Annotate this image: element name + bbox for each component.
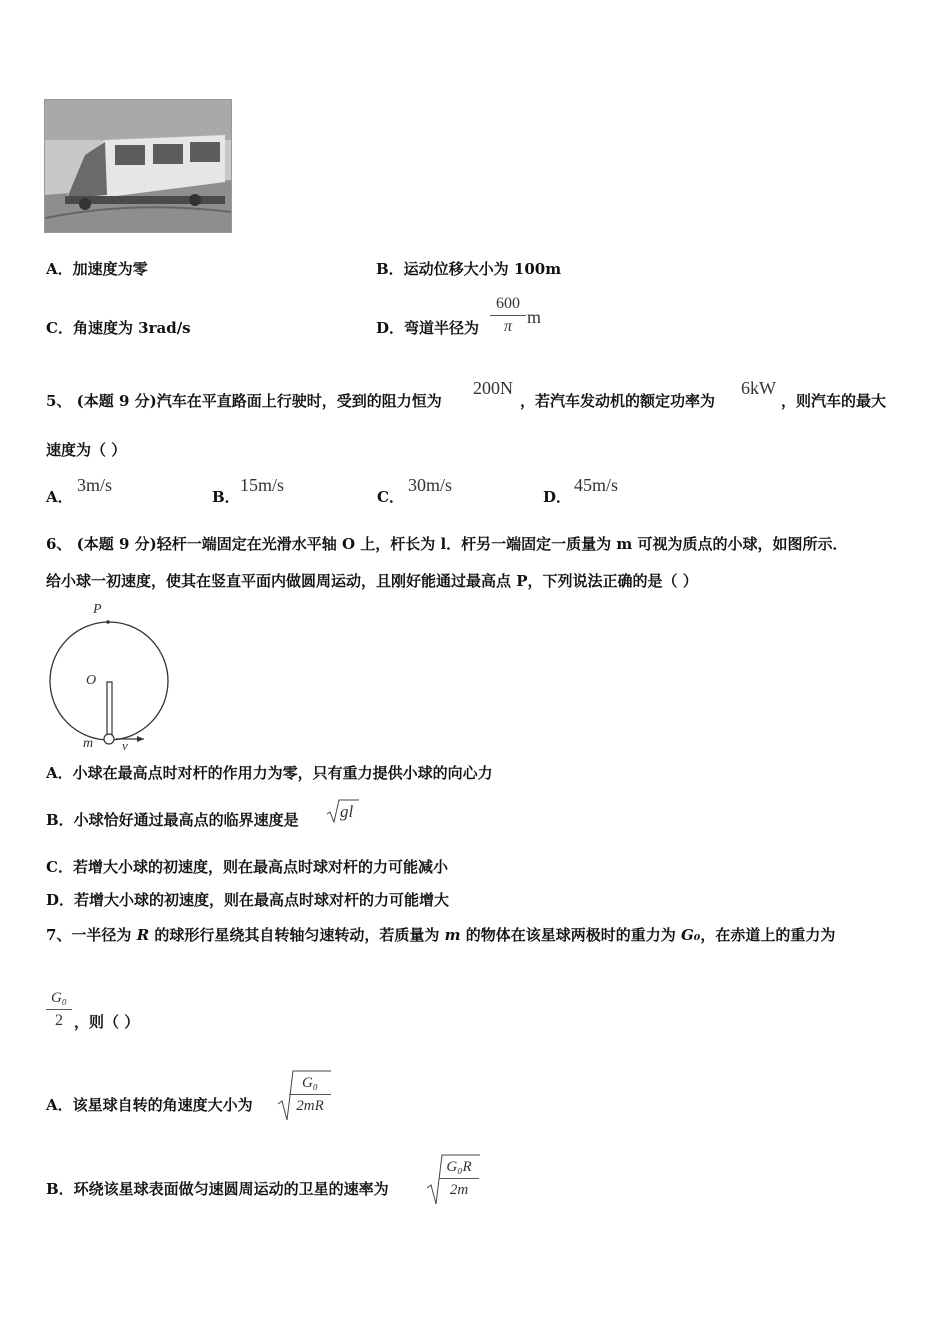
q5-stem-part3: ，则汽车的最大 — [781, 392, 887, 410]
q4-d-numerator: 600 — [496, 295, 520, 312]
q6-option-b: B．小球恰好通过最高点的临界速度是 — [46, 811, 299, 829]
tram-illustration — [45, 100, 231, 232]
circular-motion-diagram — [40, 598, 180, 758]
q5-option-c-value: 30m/s — [408, 475, 453, 495]
q5-option-a-label: A． — [46, 488, 73, 506]
q7-option-a: A．该星球自转的角速度大小为 — [46, 1096, 253, 1114]
q7-mass-symbol: m — [444, 926, 461, 944]
q7-stem-part1: 7、一半径为 — [46, 926, 132, 944]
q5-option-a-value: 3m/s — [77, 475, 113, 495]
q5-stem-part1: 5、 (本题 9 分)汽车在平直路面上行驶时，受到的阻力恒为 — [46, 392, 442, 410]
q5-option-c-label: C． — [377, 488, 404, 506]
label-o: O — [86, 673, 97, 688]
q7-equator-fraction — [46, 989, 72, 1030]
q5-option-b-label: B． — [212, 488, 240, 506]
q7-frac-numerator: G₀ — [50, 990, 68, 1006]
q6-option-d: D．若增大小球的初速度，则在最高点时球对杆的力可能增大 — [46, 891, 450, 909]
q5-stem-part2: ，若汽车发动机的额定功率为 — [520, 392, 716, 410]
q6-option-c: C．若增大小球的初速度，则在最高点时球对杆的力可能减小 — [46, 858, 448, 876]
rod — [107, 682, 112, 738]
label-p: P — [93, 602, 102, 617]
q5-force: 200N — [473, 378, 513, 398]
q7-stem-part3: 的物体在该星球两极时的重力为 — [465, 926, 676, 944]
q6-b-expression: gl — [340, 802, 354, 821]
q4-option-d: D．弯道半径为 — [376, 319, 480, 337]
q7-b-fraction — [439, 1158, 479, 1199]
q4-option-a: A．加速度为零 — [46, 260, 148, 278]
q4-d-unit: m — [527, 307, 542, 327]
q7-stem-part4: ，在赤道上的重力为 — [700, 926, 836, 944]
q5-option-b-value: 15m/s — [240, 475, 285, 495]
q5-option-d-value: 45m/s — [574, 475, 619, 495]
q7-b-numerator: G₀R — [446, 1159, 472, 1175]
q5-power: 6kW — [741, 378, 776, 398]
label-m: m — [83, 736, 94, 751]
ball — [104, 734, 114, 744]
q6-option-a: A．小球在最高点时对杆的作用力为零，只有重力提供小球的向心力 — [46, 764, 493, 782]
q4-option-b: B．运动位移大小为 100m — [376, 260, 562, 278]
q6-stem-line2: 给小球一初速度，使其在竖直平面内做圆周运动，且刚好能通过最高点 P，下列说法正确的是（ ） — [46, 572, 698, 590]
q7-radius-symbol: R — [136, 926, 150, 944]
q7-b-denominator: 2m — [449, 1182, 469, 1198]
q7-a-denominator: 2mR — [296, 1098, 324, 1114]
q5-stem-line2: 速度为（ ） — [46, 441, 127, 459]
q7-stem-line2: ，则（ ） — [74, 1013, 140, 1031]
q7-a-fraction — [289, 1074, 331, 1115]
top-point-p — [106, 620, 110, 624]
q7-g0-symbol: G₀ — [681, 926, 701, 944]
q7-stem-line1 — [46, 928, 835, 943]
q7-option-b: B．环绕该星球表面做匀速圆周运动的卫星的速率为 — [46, 1180, 389, 1198]
q7-a-numerator: G₀ — [301, 1075, 319, 1091]
q4-option-c: C．角速度为 3rad/s — [46, 319, 191, 337]
q4-d-denominator: π — [503, 318, 512, 335]
label-v: v — [122, 738, 128, 753]
q7-stem-part2: 的球形行星绕其自转轴匀速转动，若质量为 — [154, 926, 440, 944]
q4-d-fraction — [490, 295, 526, 336]
velocity-arrowhead — [137, 736, 144, 742]
q7-frac-denominator: 2 — [55, 1012, 63, 1029]
tram-photo — [44, 99, 232, 233]
q5-option-d-label: D． — [543, 488, 572, 506]
q6-stem-line1: 6、 (本题 9 分)轻杆一端固定在光滑水平轴 O 上，杆长为 l．杆另一端固定一质量为 m 可视为质点的小球，如图所示． — [46, 535, 848, 553]
